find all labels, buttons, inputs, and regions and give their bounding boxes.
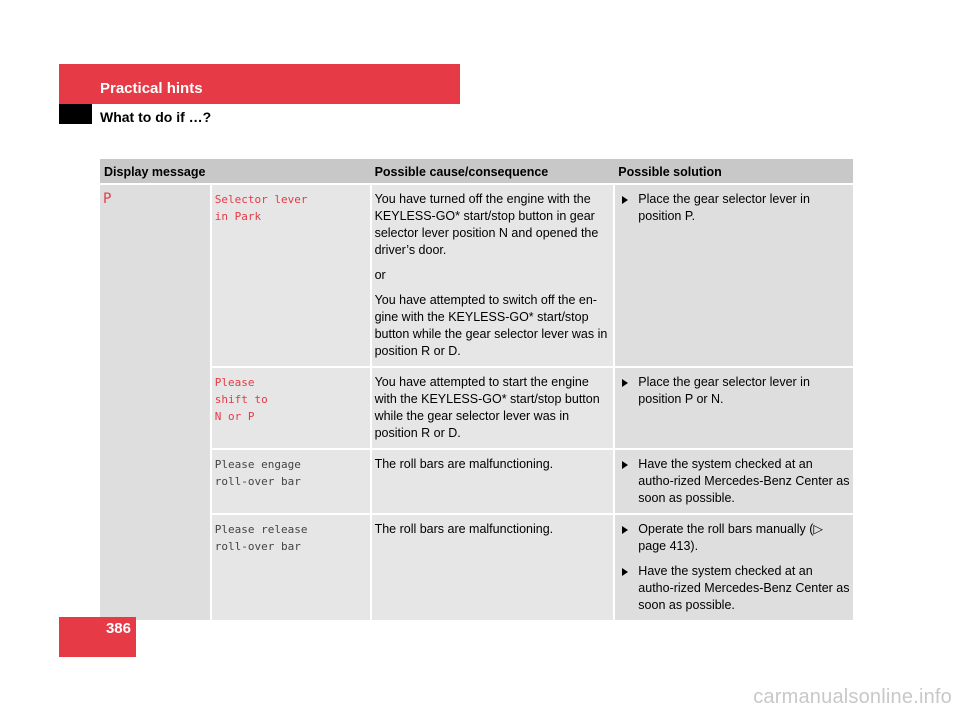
solution-cell [614,184,853,367]
solution-item [618,521,850,555]
solution-cell [614,514,853,620]
display-symbol-cell [100,184,211,449]
table-header-row [100,159,853,184]
page-number: 386 [105,620,131,637]
bullet-triangle-icon [622,526,628,534]
cause-cell [371,514,615,620]
display-message: Please engage roll-over bar [214,458,301,488]
cause-cell [371,367,615,449]
cause-cell [371,184,615,367]
col-header-cause: Possible cause/consequence [371,159,615,184]
bullet-triangle-icon [622,379,628,387]
cause-text: You have attempted to start the engine with the KEYLESS-GO* start/stop button while the gear selector lever was in position R or D. [374,375,600,440]
col-header-solution: Possible solution [614,159,853,184]
message-cell [211,184,371,367]
cause-text: You have attempted to switch off the en-gine with the KEYLESS-GO* start/stop button while the gear selector lever was in position R or D. [374,293,608,358]
message-cell [211,449,371,514]
table-row [100,184,853,367]
page-subtitle: What to do if …? [100,109,212,125]
cause-text: The roll bars are malfunctioning. [374,457,554,471]
solution-text: Place the gear selector lever in position P. [638,192,810,223]
solution-text: Place the gear selector lever in position P or N. [638,375,810,406]
solution-item [618,374,850,408]
solution-text: Have the system checked at an autho-rized Mercedes-Benz Center as soon as possible. [638,457,850,505]
bullet-triangle-icon [622,568,628,576]
solution-item [618,563,850,614]
display-symbol: P [103,191,112,207]
solution-item [618,456,850,507]
solution-cell [614,367,853,449]
cause-cell [371,449,615,514]
solution-item [618,191,850,225]
solution-text: Operate the roll bars manually (▷ page 413). [638,522,823,553]
table-row [100,514,853,620]
cause-text: You have turned off the engine with the KEYLESS-GO* start/stop button in gear selector lever position N and opened the driver’s door. [374,192,599,257]
bullet-triangle-icon [622,196,628,204]
header-tab-marker [59,104,92,124]
display-message: Please shift to N or P [214,376,268,423]
section-title: Practical hints [100,80,203,97]
solution-text: Have the system checked at an autho-rized Mercedes-Benz Center as soon as possible. [638,564,850,612]
col-header-display-message: Display message [100,159,371,184]
display-message: Please release roll-over bar [214,523,308,553]
table-row [100,449,853,514]
message-cell [211,367,371,449]
display-message: Selector lever in Park [214,193,308,223]
message-cell [211,514,371,620]
cause-text: or [374,268,386,282]
display-symbol-cell [100,449,211,620]
cause-text: The roll bars are malfunctioning. [374,522,554,536]
watermark-text[interactable]: carmanualsonline.info [753,686,952,708]
display-message-table [100,159,853,620]
solution-cell [614,449,853,514]
table-row [100,367,853,449]
bullet-triangle-icon [622,461,628,469]
